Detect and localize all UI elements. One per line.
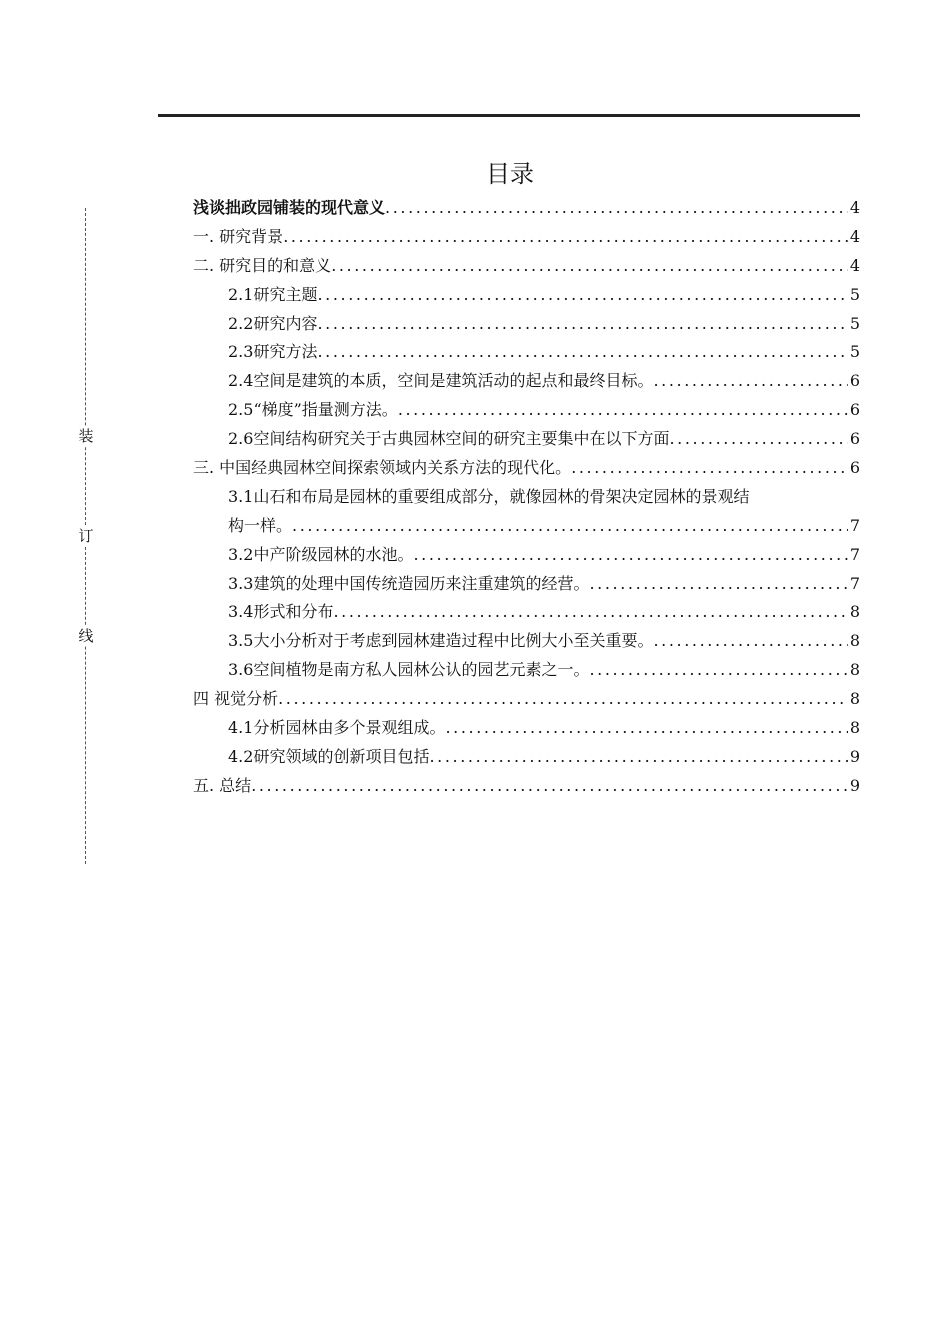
toc-entry-text: 3.1山石和布局是园林的重要组成部分，就像园林的骨架决定园林的景观结 bbox=[228, 486, 750, 506]
toc-entry-text: 4.2研究领域的创新项目包括 bbox=[228, 746, 430, 766]
toc-entry[interactable] bbox=[193, 194, 860, 223]
toc-entry-text: 浅谈拙政园铺装的现代意义 bbox=[193, 198, 386, 217]
toc-entry-text: 2.1研究主题 bbox=[228, 284, 318, 304]
toc-page-number: 5 bbox=[849, 313, 860, 333]
toc-entry-text: 2.5“梯度”指量测方法。 bbox=[228, 400, 398, 420]
toc-leader-dots bbox=[669, 425, 847, 454]
toc-entry[interactable] bbox=[193, 570, 860, 599]
toc-page-number: 4 bbox=[849, 226, 860, 246]
toc-entry[interactable] bbox=[193, 396, 860, 425]
toc-entry[interactable] bbox=[193, 743, 860, 772]
toc-entry-text: 五. 总结 bbox=[193, 775, 252, 795]
toc-entry[interactable] bbox=[193, 367, 860, 396]
toc-entry[interactable] bbox=[193, 281, 860, 310]
toc-leader-dots bbox=[278, 685, 848, 714]
toc-entry-text: 3.5大小分析对于考虑到园林建造过程中比例大小至关重要。 bbox=[228, 631, 654, 651]
toc-entry[interactable] bbox=[193, 598, 860, 627]
toc-entry[interactable] bbox=[193, 425, 860, 454]
toc-entry[interactable] bbox=[193, 541, 860, 570]
toc-leader-dots bbox=[333, 598, 847, 627]
toc-entry-text: 4.1分析园林由多个景观组成。 bbox=[228, 718, 446, 738]
toc-entry-text: 3.6空间植物是南方私人园林公认的园艺元素之一。 bbox=[228, 660, 590, 680]
toc-leader-dots bbox=[385, 194, 848, 223]
toc-leader-dots bbox=[317, 338, 847, 367]
toc-leader-dots bbox=[292, 512, 848, 541]
toc-entry-text: 2.3研究方法 bbox=[228, 342, 318, 362]
toc-page-number: 9 bbox=[849, 775, 860, 795]
binding-line bbox=[70, 208, 102, 864]
toc-leader-dots bbox=[653, 627, 847, 656]
toc-entry[interactable] bbox=[193, 685, 860, 714]
toc-page-number: 5 bbox=[849, 284, 860, 304]
toc-leader-dots bbox=[571, 454, 848, 483]
toc-entry-text: 3.4形式和分布 bbox=[228, 602, 334, 622]
toc-entry[interactable] bbox=[193, 223, 860, 252]
toc-page-number: 9 bbox=[849, 746, 860, 766]
toc-entry[interactable] bbox=[193, 714, 860, 743]
toc-leader-dots bbox=[589, 570, 847, 599]
toc-page-number: 7 bbox=[849, 573, 860, 593]
table-of-contents bbox=[193, 194, 860, 801]
toc-leader-dots bbox=[413, 541, 847, 570]
toc-page-number: 8 bbox=[849, 689, 860, 709]
toc-entry[interactable] bbox=[193, 772, 860, 801]
toc-entry[interactable] bbox=[193, 454, 860, 483]
toc-page-number: 4 bbox=[849, 198, 860, 217]
toc-entry-text: 3.3建筑的处理中国传统造园历来注重建筑的经营。 bbox=[228, 573, 590, 593]
toc-leader-dots bbox=[429, 743, 847, 772]
toc-entry-text: 二. 研究目的和意义 bbox=[193, 255, 332, 275]
toc-entry[interactable] bbox=[193, 483, 860, 512]
toc-leader-dots bbox=[398, 396, 848, 425]
toc-leader-dots bbox=[251, 772, 848, 801]
toc-leader-dots bbox=[317, 310, 847, 339]
toc-entry-text: 3.2中产阶级园林的水池。 bbox=[228, 544, 414, 564]
toc-page-number: 8 bbox=[849, 602, 860, 622]
toc-page-number: 6 bbox=[849, 429, 860, 449]
binding-char-ding: 订 bbox=[76, 526, 96, 546]
toc-entry-continuation[interactable] bbox=[193, 512, 860, 541]
toc-leader-dots bbox=[445, 714, 847, 743]
toc-page-number: 7 bbox=[849, 515, 860, 535]
toc-entry[interactable] bbox=[193, 627, 860, 656]
toc-page-number: 6 bbox=[849, 458, 860, 478]
toc-leader-dots bbox=[653, 367, 847, 396]
toc-page-number: 4 bbox=[849, 255, 860, 275]
binding-char-xian: 线 bbox=[76, 626, 96, 646]
toc-page-number: 8 bbox=[849, 660, 860, 680]
toc-entry[interactable] bbox=[193, 310, 860, 339]
toc-page-number: 8 bbox=[849, 718, 860, 738]
toc-leader-dots bbox=[589, 656, 847, 685]
toc-page-number: 6 bbox=[849, 400, 860, 420]
toc-leader-dots bbox=[331, 252, 848, 281]
toc-page-number: 5 bbox=[849, 342, 860, 362]
toc-page-number: 6 bbox=[849, 371, 860, 391]
toc-entry[interactable] bbox=[193, 338, 860, 367]
toc-entry-text: 四 视觉分析 bbox=[193, 689, 279, 709]
toc-leader-dots bbox=[283, 223, 848, 252]
binding-char-zhuang: 装 bbox=[76, 426, 96, 446]
toc-entry-text: 2.2研究内容 bbox=[228, 313, 318, 333]
toc-page-number: 8 bbox=[849, 631, 860, 651]
toc-entry[interactable] bbox=[193, 656, 860, 685]
toc-entry-text: 一. 研究背景 bbox=[193, 226, 284, 246]
toc-entry-text: 2.6空间结构研究关于古典园林空间的研究主要集中在以下方面 bbox=[228, 429, 670, 449]
toc-entry[interactable] bbox=[193, 252, 860, 281]
toc-entry-text: 2.4空间是建筑的本质，空间是建筑活动的起点和最终目标。 bbox=[228, 371, 654, 391]
toc-title: 目录 bbox=[486, 160, 534, 188]
header-rule bbox=[158, 114, 860, 117]
toc-entry-text: 构一样。 bbox=[228, 515, 293, 535]
toc-page-number: 7 bbox=[849, 544, 860, 564]
toc-entry-text: 三. 中国经典园林空间探索领域内关系方法的现代化。 bbox=[193, 458, 572, 478]
toc-leader-dots bbox=[317, 281, 847, 310]
